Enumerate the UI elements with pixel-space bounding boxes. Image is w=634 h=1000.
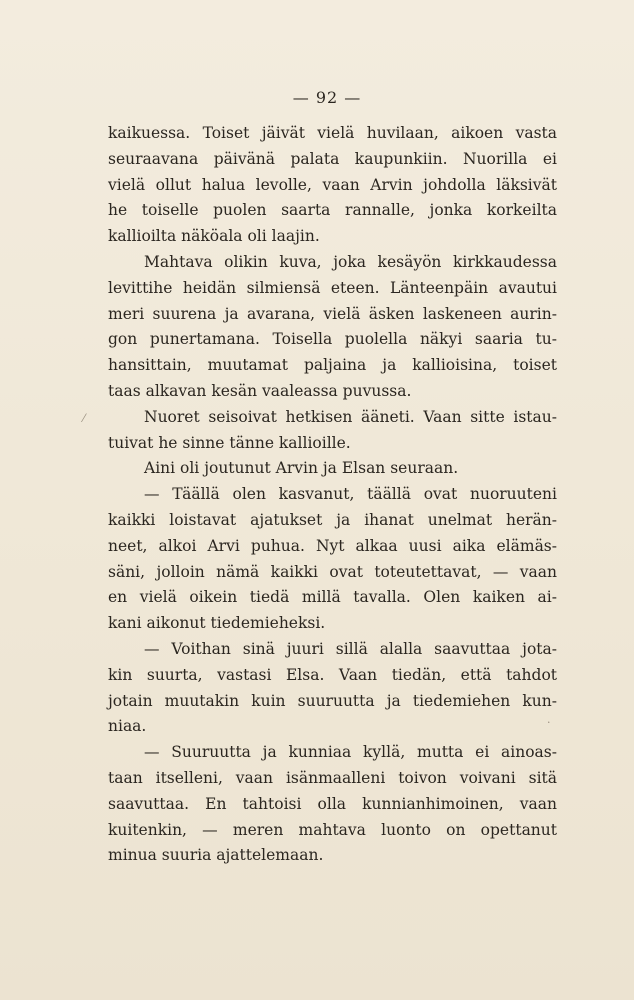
text-line: Nuoret seisoivat hetkisen ääneti. Vaan sitte istau- [144, 407, 557, 426]
text-line: seuraavana päivänä palata kaupunkiin. Nuorilla ei [108, 149, 557, 168]
text-line: jotain muutakin kuin suuruutta ja tiedemiehen kun- [108, 691, 557, 710]
text-line: kani aikonut tiedemieheksi. [108, 614, 326, 633]
paper-speck: ⁄ [83, 412, 85, 425]
text-line: vielä ollut halua levolle, vaan Arvin johdolla läksivät [108, 175, 557, 194]
text-line: levittihe heidän silmiensä eteen. Länteenpäin avautui [108, 278, 557, 297]
text-line: saavuttaa. En tahtoisi olla kunnianhimoinen, vaan [108, 794, 557, 813]
page-number: — 92 — [292, 88, 362, 107]
text-line: meri suurena ja avarana, vielä äsken laskeneen aurin- [108, 304, 557, 323]
text-line: minua suuria ajattelemaan. [108, 846, 324, 865]
text-line: en vielä oikein tiedä millä tavalla. Olen kaiken ai- [108, 588, 557, 607]
text-line: kallioilta näköala oli laajin. [108, 227, 320, 246]
text-line: säni, jolloin nämä kaikki ovat toteutettavat, — vaan [108, 562, 557, 581]
text-line: — Suuruutta ja kunniaa kyllä, mutta ei ainoas- [144, 743, 557, 762]
text-line: he toiselle puolen saarta rannalle, jonka korkeilta [108, 201, 557, 220]
text-line: hansittain, muutamat paljaina ja kallioisina, toiset [108, 356, 557, 375]
text-line: kaikuessa. Toiset jäivät vielä huvilaan, aikoen vasta [108, 124, 557, 142]
text-line: kuitenkin, — meren mahtava luonto on opettanut [108, 820, 557, 839]
body-text [108, 121, 557, 869]
text-line: kin suurta, vastasi Elsa. Vaan tiedän, että tahdot [108, 665, 557, 684]
text-line: — Täällä olen kasvanut, täällä ovat nuoruuteni [144, 485, 557, 504]
text-line: tuivat he sinne tänne kallioille. [108, 433, 351, 452]
text-line: — Voithan sinä juuri sillä alalla saavuttaa jota- [144, 639, 557, 658]
paragraph-1 [108, 121, 557, 250]
text-line: taas alkavan kesän vaaleassa puvussa. [108, 381, 412, 400]
text-line: kaikki loistavat ajatukset ja ihanat unelmat herän- [108, 510, 557, 529]
paper-speck: · [547, 716, 551, 729]
text-line: Aini oli joutunut Arvin ja Elsan seuraan. [144, 459, 459, 478]
text-line: niaa. [108, 717, 147, 736]
text-line: taan itselleni, vaan isänmaalleni toivon voivani sitä [108, 768, 557, 787]
text-line: neet, alkoi Arvi puhua. Nyt alkaa uusi aika elämäs- [108, 536, 557, 555]
text-line: gon punertamana. Toisella puolella näkyi saaria tu- [108, 330, 557, 349]
paragraph-3 [108, 405, 557, 457]
paragraph-5 [108, 482, 557, 637]
paragraph-7 [108, 740, 557, 869]
paragraph-6 [108, 637, 557, 740]
paragraph-2 [108, 250, 557, 405]
paragraph-4 [108, 456, 557, 482]
text-line: Mahtava olikin kuva, joka kesäyön kirkkaudessa [144, 252, 557, 271]
